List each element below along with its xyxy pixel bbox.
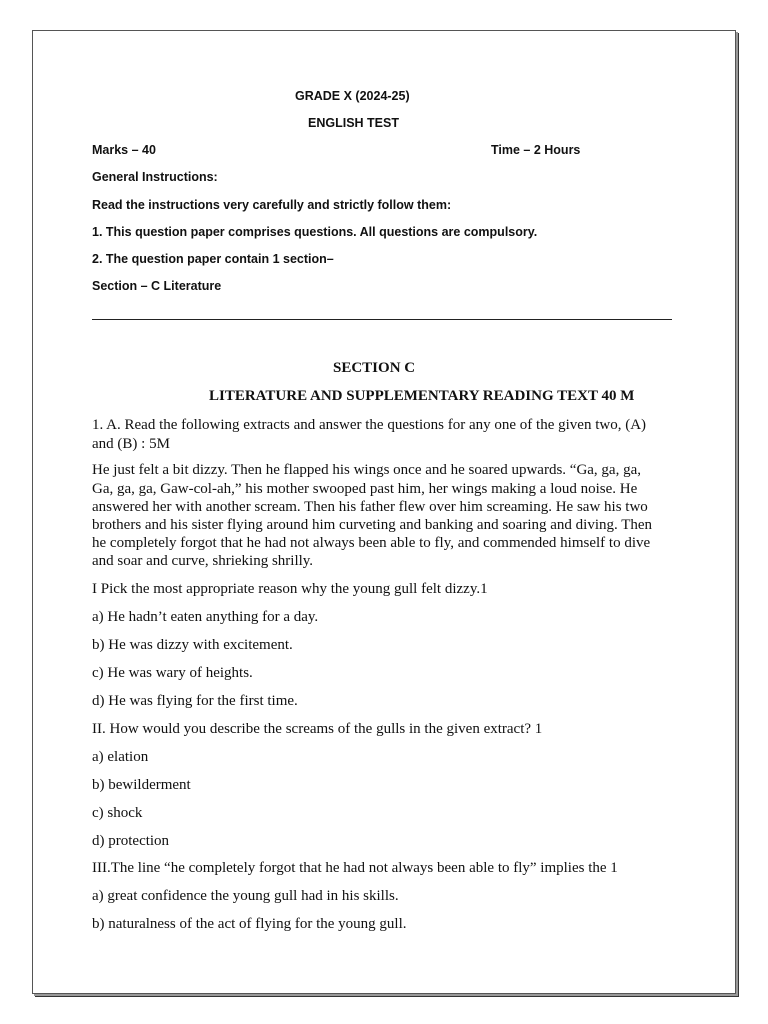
question-i: I Pick the most appropriate reason why the young gull felt dizzy.1 bbox=[92, 581, 488, 597]
option-iii-b: b) naturalness of the act of flying for the young gull. bbox=[92, 916, 407, 932]
option-i-c: c) He was wary of heights. bbox=[92, 665, 253, 681]
passage-line: and soar and curve, shrieking shrilly. bbox=[92, 553, 314, 569]
option-i-a: a) He hadn’t eaten anything for a day. bbox=[92, 609, 319, 625]
section-subtitle: LITERATURE AND SUPPLEMENTARY READING TEXT 40 M bbox=[209, 388, 635, 404]
passage-line: brothers and his sister flying around him curveting and banking and soaring and diving. Then bbox=[92, 517, 653, 533]
passage-line: Ga, ga, ga, Gaw-col-ah,” his mother swooped past him, her wings making a loud noise. He bbox=[92, 481, 638, 497]
question-intro-line-2: and (B) : 5M bbox=[92, 436, 170, 452]
option-iii-a: a) great confidence the young gull had in his skills. bbox=[92, 888, 399, 904]
passage-line: answered her with another scream. Then his father flew over him screaming. He saw his two bbox=[92, 499, 648, 515]
section-line: Section – C Literature bbox=[92, 279, 222, 293]
grade-title: GRADE X (2024-25) bbox=[295, 89, 410, 103]
time-label: Time – 2 Hours bbox=[491, 143, 581, 157]
option-ii-d: d) protection bbox=[92, 833, 170, 849]
question-intro-line-1: 1. A. Read the following extracts and answer the questions for any one of the given two, (A) bbox=[92, 417, 647, 433]
option-i-d: d) He was flying for the first time. bbox=[92, 693, 298, 709]
question-ii: II. How would you describe the screams of the gulls in the given extract? 1 bbox=[92, 721, 543, 737]
question-iii: III.The line “he completely forgot that he had not always been able to fly” implies the 1 bbox=[92, 860, 618, 876]
option-ii-a: a) elation bbox=[92, 749, 149, 765]
instruction-2: 2. The question paper contain 1 section– bbox=[92, 252, 334, 266]
passage-line: he completely forgot that he had not always been able to fly, and commended himself to dive bbox=[92, 535, 651, 551]
option-i-b: b) He was dizzy with excitement. bbox=[92, 637, 293, 653]
marks-label: Marks – 40 bbox=[92, 143, 156, 157]
instruction-1: 1. This question paper comprises questions. All questions are compulsory. bbox=[92, 225, 538, 239]
section-title: SECTION C bbox=[333, 360, 416, 376]
test-title: ENGLISH TEST bbox=[308, 116, 399, 130]
option-ii-c: c) shock bbox=[92, 805, 143, 821]
read-instructions-text: Read the instructions very carefully and strictly follow them: bbox=[92, 198, 452, 212]
horizontal-divider bbox=[92, 319, 672, 320]
general-instructions-heading: General Instructions: bbox=[92, 170, 218, 184]
passage-line: He just felt a bit dizzy. Then he flapped his wings once and he soared upwards. “Ga, ga, ga, bbox=[92, 462, 641, 478]
option-ii-b: b) bewilderment bbox=[92, 777, 191, 793]
